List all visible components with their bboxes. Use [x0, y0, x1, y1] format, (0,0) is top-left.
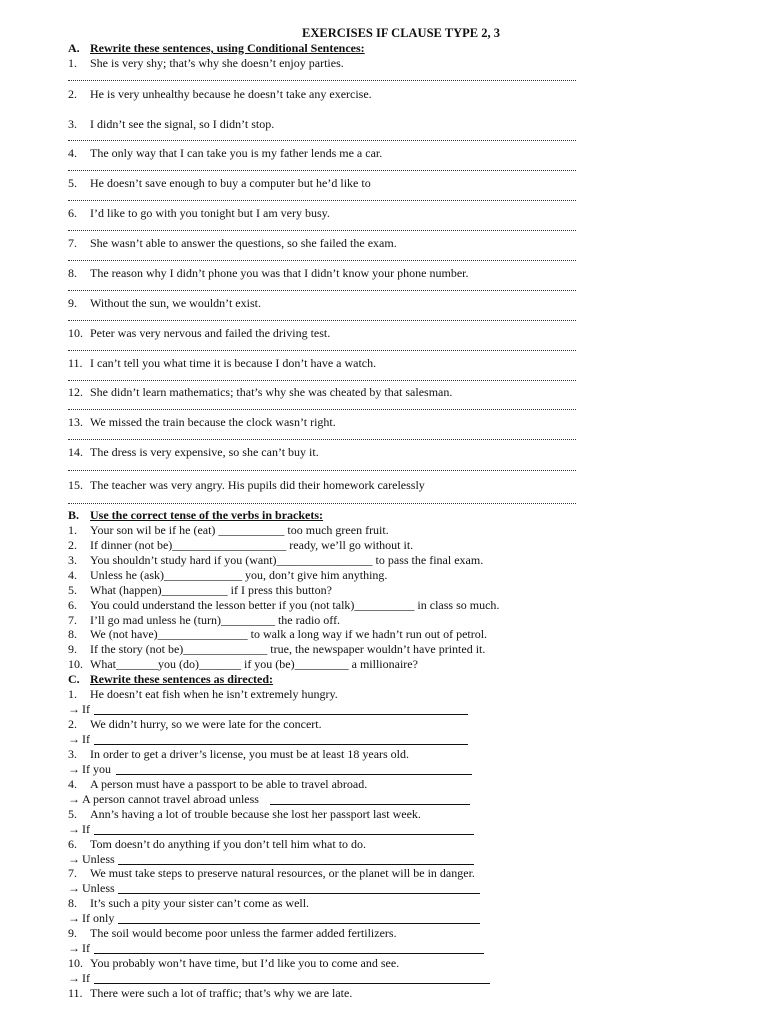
- answer-line[interactable]: [116, 774, 472, 775]
- item-text: The only way that I can take you is my father lends me a car.: [90, 146, 383, 160]
- item-number: 11.: [68, 356, 83, 370]
- answer-line[interactable]: [68, 200, 576, 201]
- item-number: 2.: [68, 87, 77, 101]
- list-item: [68, 568, 748, 583]
- item-text: We (not have)_______________ to walk a long way if we hadn’t run out of petrol.: [90, 627, 488, 641]
- item-number: 1.: [68, 56, 77, 70]
- list-item: [68, 956, 748, 971]
- answer-line[interactable]: [68, 320, 576, 321]
- item-number: 4.: [68, 568, 77, 582]
- item-number: 14.: [68, 445, 83, 459]
- list-item: [68, 807, 748, 822]
- list-item: [68, 478, 748, 493]
- answer-prompt: If you: [82, 762, 111, 776]
- list-item: [68, 326, 748, 341]
- item-text: Ann’s having a lot of trouble because she lost her passport last week.: [90, 807, 421, 821]
- arrow-right-icon: →: [68, 852, 80, 866]
- answer-line[interactable]: [118, 893, 480, 894]
- item-text: She wasn’t able to answer the questions, so she failed the exam.: [90, 236, 397, 250]
- answer-line[interactable]: [68, 80, 576, 81]
- section-c-heading: Rewrite these sentences as directed:: [90, 672, 274, 686]
- item-number: 2.: [68, 717, 77, 731]
- answer-line[interactable]: [68, 290, 576, 291]
- list-item: [68, 117, 748, 132]
- list-item: [68, 896, 748, 911]
- item-number: 8.: [68, 896, 77, 910]
- arrow-right-icon: →: [68, 792, 80, 806]
- arrow-right-icon: →: [68, 702, 80, 716]
- item-number: 8.: [68, 266, 77, 280]
- list-item: [68, 583, 748, 598]
- item-text: What (happen)___________ if I press this button?: [90, 583, 332, 597]
- section-c-header: [68, 672, 568, 687]
- item-number: 5.: [68, 583, 77, 597]
- answer-prompt: Unless: [82, 852, 115, 866]
- item-text: Your son wil be if he (eat) ___________ too much green fruit.: [90, 523, 389, 537]
- answer-row: [68, 732, 90, 747]
- item-number: 9.: [68, 296, 77, 310]
- answer-prompt: If only: [82, 911, 115, 925]
- list-item: [68, 385, 748, 400]
- item-text: You could understand the lesson better if you (not talk)__________ in class so much.: [90, 598, 500, 612]
- list-item: [68, 777, 748, 792]
- list-item: [68, 206, 748, 221]
- section-a-heading: Rewrite these sentences, using Conditional Sentences:: [90, 41, 365, 55]
- answer-line[interactable]: [118, 923, 480, 924]
- section-a-header: [68, 41, 568, 56]
- item-number: 3.: [68, 747, 77, 761]
- item-text: The dress is very expensive, so she can’t buy it.: [90, 445, 319, 459]
- item-text: What_______you (do)_______ if you (be)_________ a millionaire?: [90, 657, 418, 671]
- item-number: 1.: [68, 687, 77, 701]
- list-item: [68, 415, 748, 430]
- item-text: The soil would become poor unless the farmer added fertilizers.: [90, 926, 397, 940]
- item-number: 10.: [68, 956, 83, 970]
- list-item: [68, 627, 748, 642]
- answer-row: [68, 971, 90, 986]
- item-number: 3.: [68, 117, 77, 131]
- item-number: 7.: [68, 613, 77, 627]
- answer-line[interactable]: [68, 350, 576, 351]
- item-text: He doesn’t save enough to buy a computer but he’d like to: [90, 176, 371, 190]
- item-number: 12.: [68, 385, 83, 399]
- item-number: 10.: [68, 326, 83, 340]
- list-item: [68, 613, 748, 628]
- list-item: [68, 642, 748, 657]
- item-number: 3.: [68, 553, 77, 567]
- item-number: 13.: [68, 415, 83, 429]
- answer-line[interactable]: [68, 260, 576, 261]
- section-b-label: B.: [68, 508, 80, 522]
- item-number: 4.: [68, 777, 77, 791]
- list-item: [68, 598, 748, 613]
- item-number: 8.: [68, 627, 77, 641]
- item-text: Tom doesn’t do anything if you don’t tell him what to do.: [90, 837, 367, 851]
- list-item: [68, 926, 748, 941]
- section-a-label: A.: [68, 41, 80, 55]
- list-item: [68, 747, 748, 762]
- item-text: He is very unhealthy because he doesn’t take any exercise.: [90, 87, 372, 101]
- list-item: [68, 356, 748, 371]
- item-text: A person must have a passport to be able to travel abroad.: [90, 777, 368, 791]
- item-number: 11.: [68, 986, 83, 1000]
- answer-row: [68, 702, 90, 717]
- answer-line[interactable]: [94, 953, 484, 954]
- list-item: [68, 986, 748, 1001]
- answer-row: [68, 762, 111, 777]
- answer-row: [68, 941, 90, 956]
- item-text: The reason why I didn’t phone you was that I didn’t know your phone number.: [90, 266, 469, 280]
- item-text: We must take steps to preserve natural resources, or the planet will be in danger.: [90, 866, 475, 880]
- answer-line[interactable]: [68, 503, 576, 504]
- item-text: She is very shy; that’s why she doesn’t enjoy parties.: [90, 56, 344, 70]
- item-number: 6.: [68, 598, 77, 612]
- item-text: In order to get a driver’s license, you must be at least 18 years old.: [90, 747, 410, 761]
- list-item: [68, 657, 748, 672]
- item-text: I’ll go mad unless he (turn)_________ the radio off.: [90, 613, 341, 627]
- item-number: 9.: [68, 642, 77, 656]
- page-title: EXERCISES IF CLAUSE TYPE 2, 3: [302, 26, 500, 40]
- item-text: The teacher was very angry. His pupils did their homework carelessly: [90, 478, 425, 492]
- item-number: 7.: [68, 866, 77, 880]
- item-text: Peter was very nervous and failed the driving test.: [90, 326, 331, 340]
- arrow-right-icon: →: [68, 971, 80, 985]
- list-item: [68, 538, 748, 553]
- list-item: [68, 866, 748, 881]
- item-text: There were such a lot of traffic; that’s why we are late.: [90, 986, 353, 1000]
- list-item: [68, 146, 748, 161]
- answer-line[interactable]: [68, 140, 576, 141]
- list-item: [68, 296, 748, 311]
- answer-row: [68, 822, 90, 837]
- list-item: [68, 266, 748, 281]
- item-number: 10.: [68, 657, 83, 671]
- list-item: [68, 717, 748, 732]
- item-number: 4.: [68, 146, 77, 160]
- answer-line[interactable]: [270, 804, 470, 805]
- list-item: [68, 56, 748, 71]
- answer-prompt: If: [82, 941, 90, 955]
- answer-line[interactable]: [68, 380, 576, 381]
- answer-line[interactable]: [68, 470, 576, 471]
- item-number: 15.: [68, 478, 83, 492]
- answer-row: [68, 852, 115, 867]
- item-number: 7.: [68, 236, 77, 250]
- item-text: If dinner (not be)___________________ ready, we’ll go without it.: [90, 538, 414, 552]
- item-text: I didn’t see the signal, so I didn’t stop.: [90, 117, 275, 131]
- answer-row: [68, 792, 259, 807]
- item-text: If the story (not be)______________ true, the newspaper wouldn’t have printed it.: [90, 642, 486, 656]
- answer-line[interactable]: [94, 834, 474, 835]
- list-item: [68, 553, 748, 568]
- arrow-right-icon: →: [68, 881, 80, 895]
- item-number: 6.: [68, 837, 77, 851]
- answer-prompt: If: [82, 971, 90, 985]
- item-text: It’s such a pity your sister can’t come as well.: [90, 896, 310, 910]
- item-text: He doesn’t eat fish when he isn’t extremely hungry.: [90, 687, 338, 701]
- section-c-label: C.: [68, 672, 80, 686]
- item-number: 5.: [68, 176, 77, 190]
- list-item: [68, 445, 748, 460]
- arrow-right-icon: →: [68, 762, 80, 776]
- item-number: 6.: [68, 206, 77, 220]
- item-text: We missed the train because the clock wasn’t right.: [90, 415, 336, 429]
- item-number: 1.: [68, 523, 77, 537]
- section-b-heading: Use the correct tense of the verbs in brackets:: [90, 508, 324, 522]
- item-text: We didn’t hurry, so we were late for the concert.: [90, 717, 322, 731]
- answer-line[interactable]: [68, 409, 576, 410]
- arrow-right-icon: →: [68, 911, 80, 925]
- answer-line[interactable]: [94, 983, 490, 984]
- answer-line[interactable]: [68, 230, 576, 231]
- list-item: [68, 837, 748, 852]
- arrow-right-icon: →: [68, 822, 80, 836]
- answer-prompt: A person cannot travel abroad unless: [82, 792, 259, 806]
- item-number: 9.: [68, 926, 77, 940]
- list-item: [68, 236, 748, 251]
- item-number: 5.: [68, 807, 77, 821]
- list-item: [68, 87, 748, 102]
- section-b-header: [68, 508, 568, 523]
- item-text: Unless he (ask)_____________ you, don’t give him anything.: [90, 568, 388, 582]
- answer-row: [68, 911, 114, 926]
- answer-prompt: If: [82, 732, 90, 746]
- list-item: [68, 176, 748, 191]
- answer-prompt: If: [82, 822, 90, 836]
- answer-line[interactable]: [94, 714, 468, 715]
- answer-line[interactable]: [68, 170, 576, 171]
- answer-prompt: Unless: [82, 881, 115, 895]
- answer-row: [68, 881, 115, 896]
- item-number: 2.: [68, 538, 77, 552]
- item-text: She didn’t learn mathematics; that’s why she was cheated by that salesman.: [90, 385, 453, 399]
- item-text: Without the sun, we wouldn’t exist.: [90, 296, 261, 310]
- answer-line[interactable]: [118, 864, 474, 865]
- arrow-right-icon: →: [68, 732, 80, 746]
- list-item: [68, 687, 748, 702]
- answer-line[interactable]: [68, 439, 576, 440]
- answer-line[interactable]: [94, 744, 468, 745]
- item-text: You shouldn’t study hard if you (want)________________ to pass the final exam.: [90, 553, 484, 567]
- item-text: I can’t tell you what time it is because I don’t have a watch.: [90, 356, 377, 370]
- list-item: [68, 523, 748, 538]
- arrow-right-icon: →: [68, 941, 80, 955]
- item-text: I’d like to go with you tonight but I am very busy.: [90, 206, 330, 220]
- answer-prompt: If: [82, 702, 90, 716]
- item-text: You probably won’t have time, but I’d like you to come and see.: [90, 956, 400, 970]
